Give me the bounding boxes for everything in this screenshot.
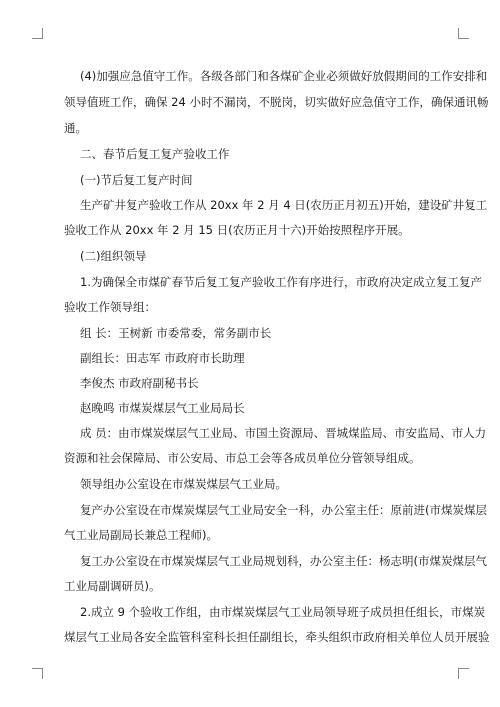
text-line: 验收工作领导组： bbox=[64, 300, 156, 314]
text-line: 2.成立 9 个验收工作组，由市煤炭煤层气工业局领导班子成员担任组长，市煤炭 bbox=[80, 605, 486, 619]
text-line: 资源和社会保障局、市公安局、市总工会等各成员单位分管领导组成。 bbox=[64, 451, 421, 465]
text-line: 生产矿井复产验收工作从 20xx 年 2 月 4 日(农历正月初五)开始，建设矿井复工 bbox=[80, 198, 488, 212]
text-line: 煤层气工业局各安全监管科室科长担任副组长，牵头组织市政府相关单位人员开展验 bbox=[64, 630, 490, 644]
corner-crop-mark-bottom-right bbox=[458, 668, 469, 679]
corner-crop-mark-top-left bbox=[32, 28, 43, 39]
corner-crop-mark-bottom-left bbox=[32, 668, 43, 679]
text-line: 气工业局副局长兼总工程师)。 bbox=[64, 528, 218, 542]
text-line: 赵晚鸣 市煤炭煤层气工业局局长 bbox=[80, 401, 245, 415]
subsection-heading: (二)组织领导 bbox=[80, 249, 147, 263]
text-line: 复产办公室设在市煤炭煤层气工业局安全一科，办公室主任：原前进(市煤炭煤层 bbox=[80, 503, 487, 517]
text-line: 成 员：由市煤炭煤层气工业局、市国土资源局、晋城煤监局、市安监局、市人力 bbox=[80, 426, 487, 440]
section-heading: 二、春节后复工复产验收工作 bbox=[80, 147, 230, 161]
text-line: 复工办公室设在市煤炭煤层气工业局规划科，办公室主任：杨志明(市煤炭煤层气 bbox=[80, 554, 487, 568]
text-line: 领导值班工作，确保 24 小时不漏岗，不脱岗，切实做好应急值守工作，确保通讯畅 bbox=[64, 95, 489, 109]
text-line: 副组长：田志军 市政府市长助理 bbox=[80, 351, 245, 365]
text-line: (4)加强应急值守工作。各级各部门和各煤矿企业必须做好放假期间的工作安排和 bbox=[80, 69, 488, 83]
text-line: 通。 bbox=[64, 121, 87, 135]
corner-crop-mark-top-right bbox=[458, 28, 469, 39]
text-line: 验收工作从 20xx 年 2 月 15 日(农历正月十六)开始按照程序开展。 bbox=[64, 223, 410, 237]
text-line: 领导组办公室设在市煤炭煤层气工业局。 bbox=[80, 477, 287, 491]
text-line: 工业局副调研员)。 bbox=[64, 579, 161, 593]
text-line: 1.为确保全市煤矿春节后复工复产验收工作有序进行，市政府决定成立复工复产 bbox=[80, 275, 482, 289]
text-line: 李俊杰 市政府副秘书长 bbox=[80, 376, 199, 390]
text-line: 组 长：王树新 市委常委，常务副市长 bbox=[80, 326, 272, 340]
subsection-heading: (一)节后复工复产时间 bbox=[80, 173, 193, 187]
